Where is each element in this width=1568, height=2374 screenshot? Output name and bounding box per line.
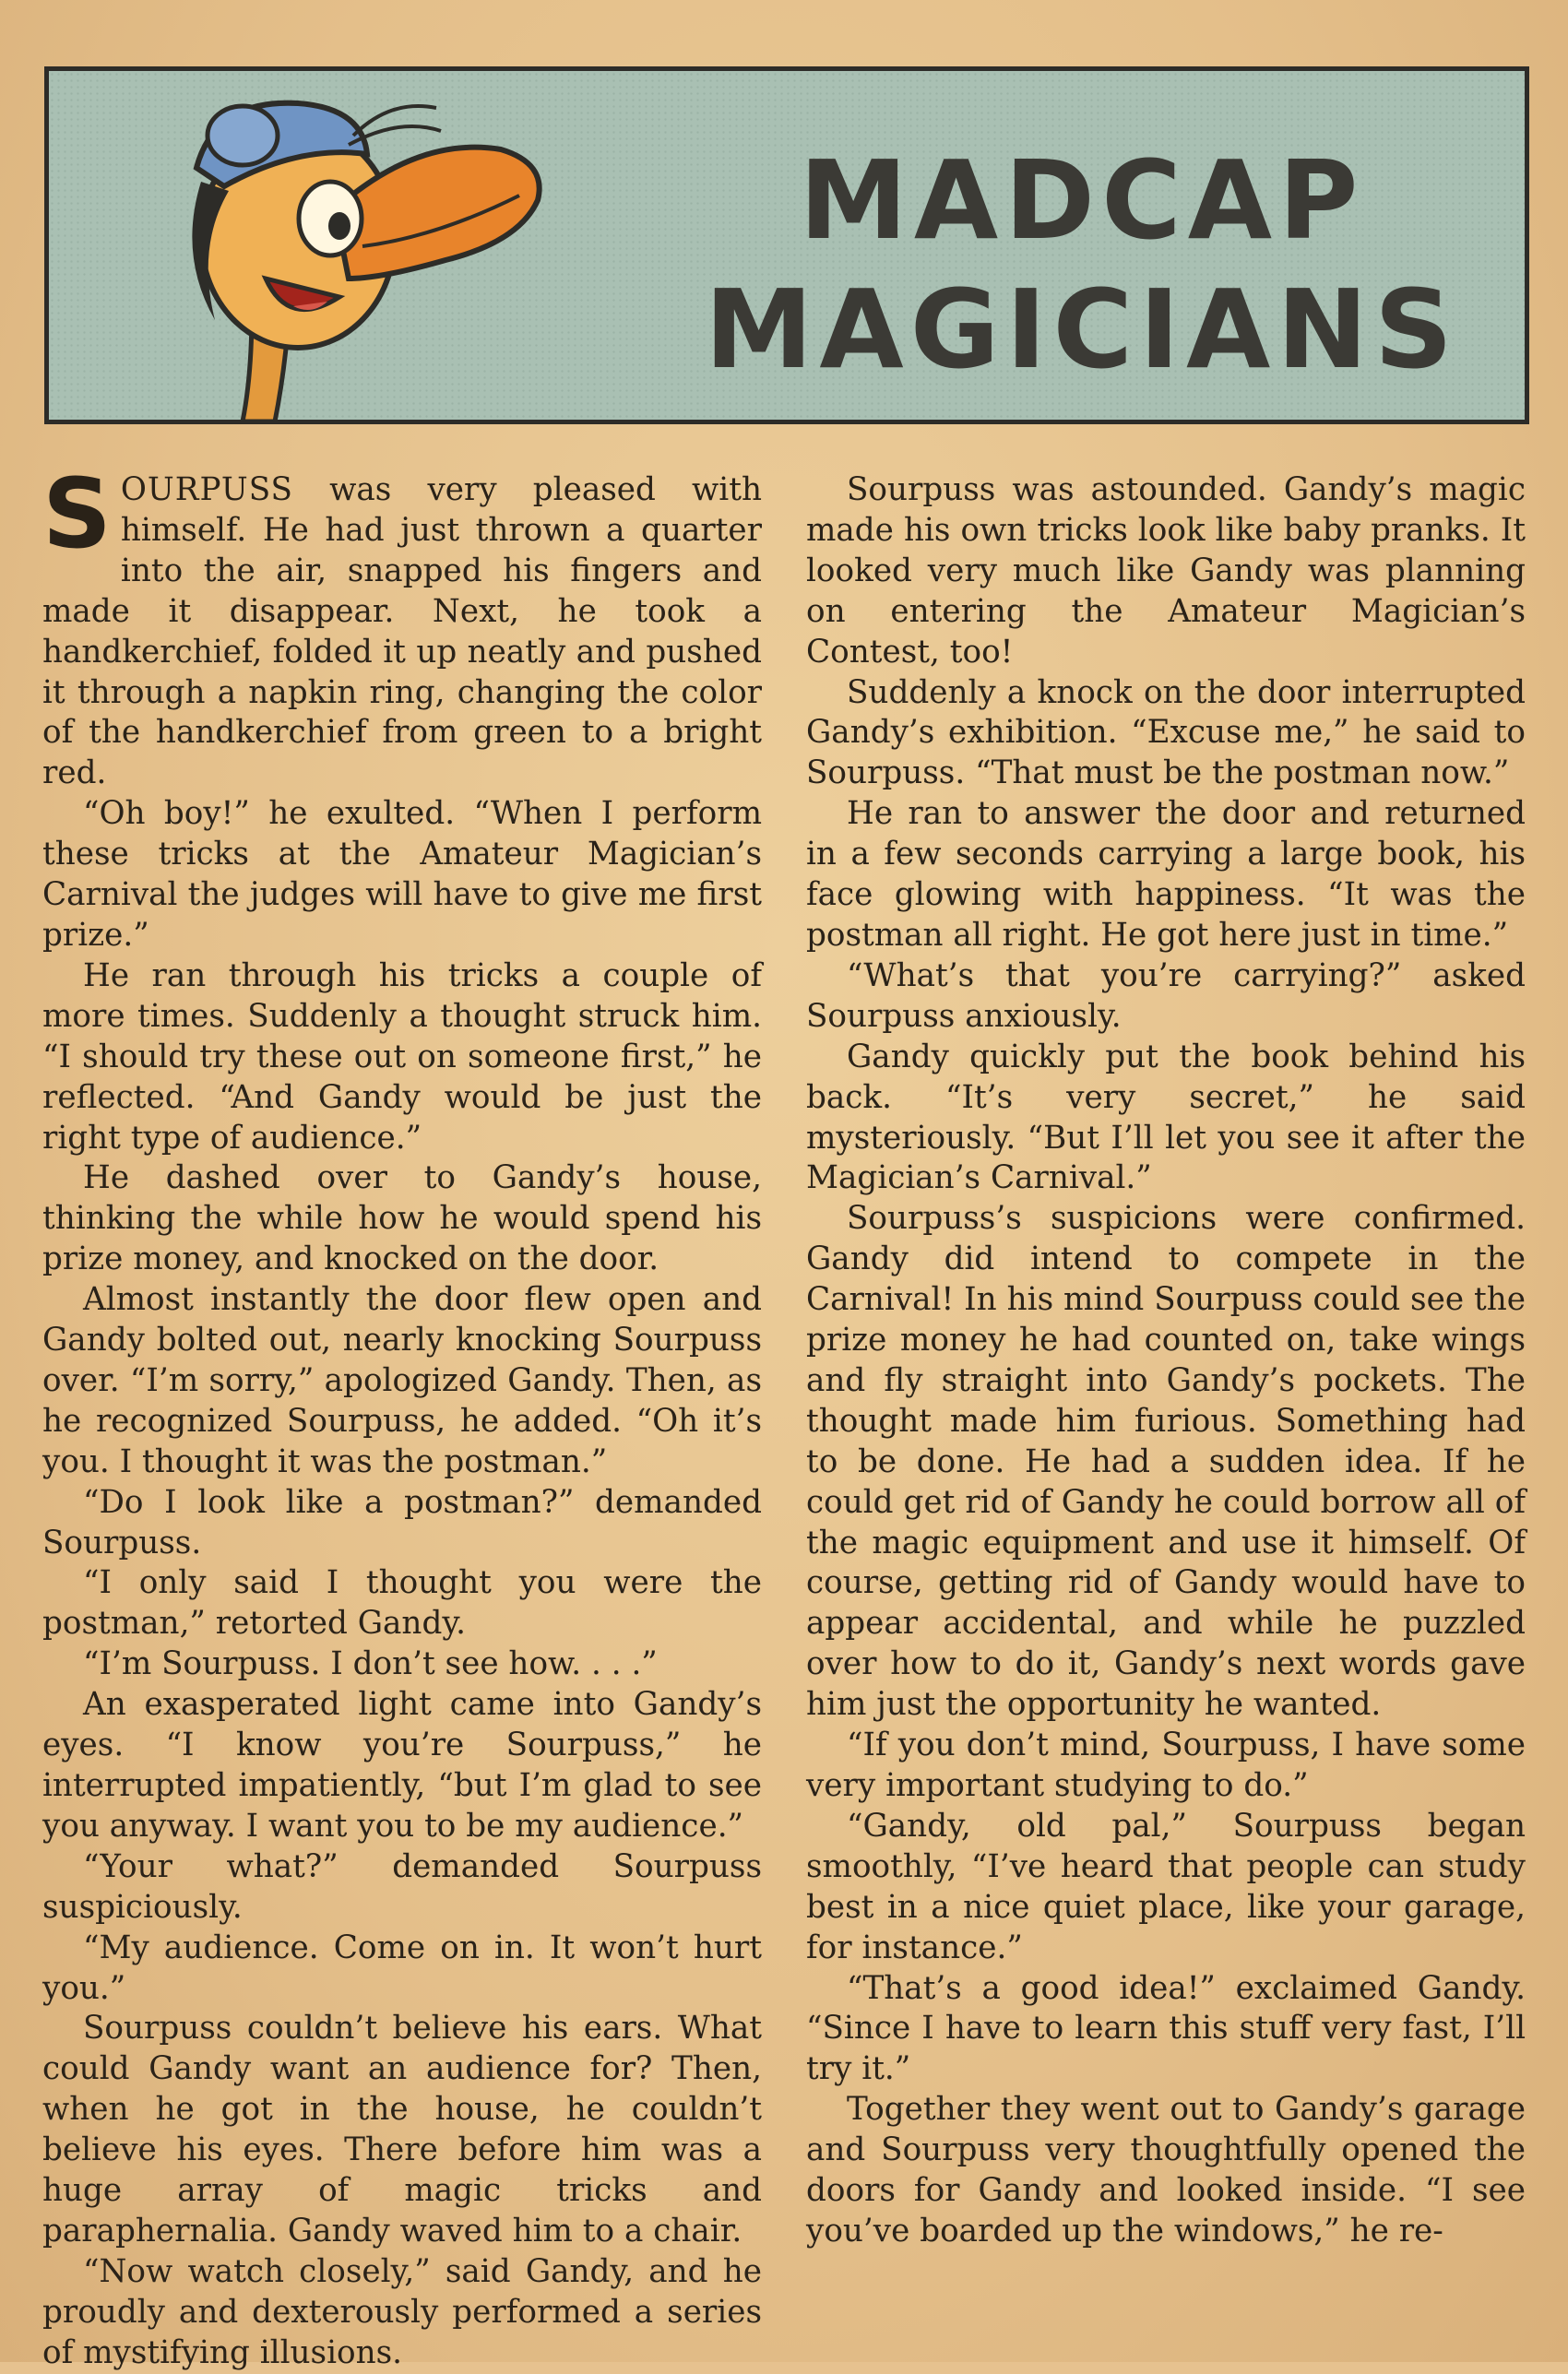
paragraph: “Do I look like a postman?” demanded Sourpuss.	[42, 1483, 762, 1561]
paragraph: “Now watch closely,” said Gandy, and he proudly and dexterously performed a series of mystifying illusions.	[42, 2252, 762, 2371]
paragraph: An exasperated light came into Gandy’s eyes. “I know you’re Sourpuss,” he interrupted impatiently, “but I’m glad to see you anyway. I want you to be my audience.”	[42, 1686, 762, 1845]
paragraph-text: was very pleased with himself. He had just thrown a quarter into the air, snapped his fingers and made it disappear. Next, he took a handkerchief, folded it up neatly and pushed it through a napkin ring, changing the color of the handkerchief from green to a bright red.	[42, 471, 762, 792]
paragraph: “That’s a good idea!” exclaimed Gandy. “Since I have to learn this stuff very fast, I’ll try it.”	[806, 1969, 1526, 2088]
lead-word: OURPUSS	[120, 471, 293, 508]
paragraph: “Your what?” demanded Sourpuss suspiciously.	[42, 1847, 762, 1926]
paragraph: Sourpuss’s suspicions were confirmed. Gandy did intend to compete in the Carnival! In his mind Sourpuss could see the prize money he had counted on, take wings and fly straight into Gandy’s pockets. The thought made him furious. Something had to be done. He had a sudden idea. If he could get rid of Gandy he could borrow all of the magic equipment and use it himself. Of course, getting rid of Gandy would have to appear accidental, and while he puzzled over how to do it, Gandy’s next words gave him just the opportunity he wanted.	[806, 1200, 1526, 1724]
opening-paragraph	[42, 457, 762, 794]
title-banner	[44, 66, 1529, 424]
paragraph: Together they went out to Gandy’s garage and Sourpuss very thoughtfully opened the doors for Gandy and looked inside. “I see you’ve boarded up the windows,” he re-	[806, 2091, 1526, 2249]
paragraph: Almost instantly the door flew open and Gandy bolted out, nearly knocking Sourpuss over. “I’m sorry,” apologized Gandy. Then, as he recognized Sourpuss, he added. “Oh it’s you. I thought it was the postman.”	[42, 1281, 762, 1480]
story-column-left	[42, 457, 762, 2374]
paragraph: He ran to answer the door and returned in a few seconds carrying a large book, his face glowing with happiness. “It was the postman all right. He got here just in time.”	[806, 795, 1526, 954]
paragraph: Sourpuss was astounded. Gandy’s magic made his own tricks look like baby pranks. It looked very much like Gandy was planning on entering the Amateur Magician’s Contest, too!	[806, 471, 1526, 671]
paragraph: “Oh boy!” he exulted. “When I perform these tricks at the Amateur Magician’s Carnival the judges will have to give me first prize.”	[42, 795, 762, 954]
drop-cap: S	[42, 457, 112, 570]
paragraph: “Gandy, old pal,” Sourpuss began smoothly, “I’ve heard that people can study best in a nice quiet place, like your garage, for instance.”	[806, 1807, 1526, 1966]
paragraph: He dashed over to Gandy’s house, thinking the while how he would spend his prize money, and knocked on the door.	[42, 1159, 762, 1278]
paragraph: “My audience. Come on in. It won’t hurt you.”	[42, 1929, 762, 2007]
gandy-goose-illustration-icon	[113, 80, 593, 421]
paragraph: Gandy quickly put the book behind his back. “It’s very secret,” he said mysteriously. “But I’ll let you see it after the Magician’s Carnival.”	[806, 1038, 1526, 1197]
paragraph: Suddenly a knock on the door interrupted Gandy’s exhibition. “Excuse me,” he said to Sourpuss. “That must be the postman now.”	[806, 673, 1526, 792]
paragraph: He ran through his tricks a couple of more times. Suddenly a thought struck him. “I should try these out on someone first,” he reflected. “And Gandy would be just the right type of audience.”	[42, 956, 762, 1157]
title-line-1: MADCAP	[799, 137, 1365, 264]
paragraph: “What’s that you’re carrying?” asked Sourpuss anxiously.	[806, 956, 1526, 1035]
story-column-right	[806, 470, 1526, 2252]
story-title	[667, 136, 1497, 394]
paragraph: “I only said I thought you were the postman,” retorted Gandy.	[42, 1564, 762, 1643]
title-line-2: MAGICIANS	[704, 266, 1460, 393]
paragraph: “I’m Sourpuss. I don’t see how. . . .”	[83, 1645, 658, 1683]
paragraph: Sourpuss couldn’t believe his ears. What could Gandy want an audience for? Then, when he got in the house, he couldn’t believe his eyes. There before him was a huge array of magic tricks and paraphernalia. Gandy waved him to a chair.	[42, 2010, 762, 2249]
paragraph: “If you don’t mind, Sourpuss, I have some very important studying to do.”	[806, 1727, 1526, 1804]
